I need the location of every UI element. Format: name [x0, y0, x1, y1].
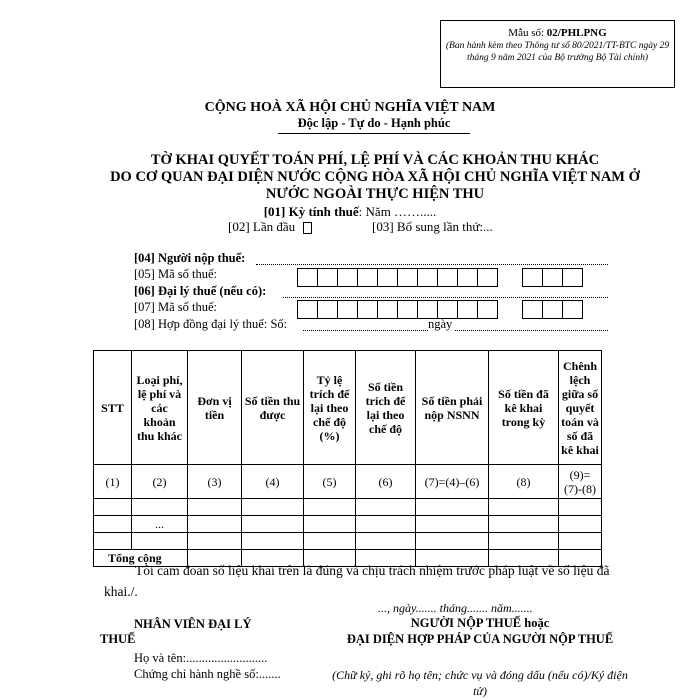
table-cell[interactable]: [188, 533, 242, 550]
col-number: (8): [489, 465, 559, 499]
col-number: (2): [132, 465, 188, 499]
tax-period-label: [01] Kỳ tính thuế: [263, 204, 359, 219]
table-cell[interactable]: [559, 533, 602, 550]
agent-tax-code-label: [07] Mã số thuế:: [134, 300, 217, 314]
nation-title: CỘNG HOÀ XÃ HỘI CHỦ NGHĨA VIỆT NAM: [204, 100, 496, 115]
first-time-checkbox[interactable]: [303, 222, 312, 234]
table-cell[interactable]: [242, 533, 304, 550]
settlement-table: [93, 350, 602, 567]
col-number: (5): [304, 465, 356, 499]
table-cell[interactable]: [188, 499, 242, 516]
agent-label: [06] Đại lý thuế (nếu có):: [134, 284, 267, 298]
agent-title-line-1: NHÂN VIÊN ĐẠI LÝ: [134, 617, 252, 631]
supplement-row: [03] Bổ sung lần thứ:...: [372, 219, 493, 234]
agent-title-line-2: THUẾ: [100, 632, 136, 646]
table-cell[interactable]: [416, 533, 489, 550]
table-cell[interactable]: [242, 499, 304, 516]
first-time-row: [228, 219, 312, 235]
table-cell[interactable]: [356, 499, 416, 516]
table-cell[interactable]: [489, 516, 559, 533]
taxpayer-signature-title: [330, 615, 630, 647]
agent-tax-code-boxes[interactable]: [298, 300, 498, 319]
table-row: [94, 499, 602, 516]
col-header-retained-amount: Số tiền trích để lại theo chế độ: [356, 351, 416, 465]
col-header-collected: Số tiền thu được: [242, 351, 304, 465]
col-header-currency: Đơn vị tiền: [188, 351, 242, 465]
agent-name-field[interactable]: Họ và tên:..........................: [134, 651, 268, 665]
table-cell[interactable]: [356, 516, 416, 533]
taxpayer-dotline[interactable]: [256, 264, 608, 265]
contract-label: [08] Hợp đồng đại lý thuế: Số:: [134, 317, 288, 331]
contract-number-dotline[interactable]: [303, 330, 428, 331]
col-number: (7)=(4)–(6): [416, 465, 489, 499]
commitment-text: Tôi cam đoan số liệu khai trên là đúng và chịu trách nhiệm trước pháp luật về số liệu đã khai./.: [104, 563, 610, 599]
signature-note: (Chữ ký, ghi rõ họ tên; chức vụ và đóng dấu (nếu có)/Ký điện tử): [332, 668, 628, 698]
title-line-3: NƯỚC NGOÀI THỰC HIỆN THU: [265, 186, 485, 202]
table-row: [94, 533, 602, 550]
table-cell[interactable]: [188, 516, 242, 533]
table-number-row: [94, 465, 602, 499]
table-cell[interactable]: [416, 499, 489, 516]
ellipsis-cell: ...: [132, 516, 188, 533]
tax-period-value: : Năm …….....: [358, 204, 437, 219]
form-issued-note: (Ban hành kèm theo Thông tư số 80/2021/TT-BTC ngày 29 tháng 9 năm 2021 của Bộ trưởng Bộ Tài chính): [445, 41, 670, 63]
form-code-box: [440, 20, 675, 88]
col-number: (1): [94, 465, 132, 499]
tax-code-branch-boxes[interactable]: [523, 268, 583, 287]
col-header-payable: Số tiền phải nộp NSNN: [416, 351, 489, 465]
agent-dotline[interactable]: [283, 297, 608, 298]
title-line-2: DO CƠ QUAN ĐẠI DIỆN NƯỚC CỘNG HÒA XÃ HỘI CHỦ NGHĨA VIỆT NAM Ở: [110, 169, 640, 185]
taxpayer-title-line-2: ĐẠI DIỆN HỢP PHÁP CỦA NGƯỜI NỘP THUẾ: [346, 632, 614, 646]
table-cell[interactable]: [559, 499, 602, 516]
title-line-1: TỜ KHAI QUYẾT TOÁN PHÍ, LỆ PHÍ VÀ CÁC KHOẢN THU KHÁC: [150, 152, 600, 168]
table-cell[interactable]: [489, 499, 559, 516]
agent-tax-code-branch-boxes[interactable]: [523, 300, 583, 319]
table-cell[interactable]: [416, 516, 489, 533]
agent-certificate-field[interactable]: Chứng chỉ hành nghề số:.......: [134, 667, 281, 681]
agent-signature-title: [100, 617, 290, 647]
col-header-retention-rate: Tỷ lệ trích để lại theo chế độ (%): [304, 351, 356, 465]
col-header-fee-type: Loại phí, lệ phí và các khoản thu khác: [132, 351, 188, 465]
table-cell[interactable]: [489, 533, 559, 550]
table-cell[interactable]: [304, 533, 356, 550]
document-title: [60, 152, 690, 203]
contract-date-label: ngày: [428, 317, 453, 331]
contract-date-dotline[interactable]: [455, 330, 608, 331]
form-code-label: Mẫu số:: [508, 27, 547, 39]
tax-period: [0, 204, 700, 220]
col-header-declared: Số tiền đã kê khai trong kỳ: [489, 351, 559, 465]
table-cell[interactable]: [94, 533, 132, 550]
tax-code-boxes[interactable]: [298, 268, 498, 287]
first-time-label: [02] Lần đầu: [228, 219, 296, 234]
table-header-row: [94, 351, 602, 465]
sign-date: ..., ngày....... tháng....... năm.......: [378, 601, 533, 615]
table-cell[interactable]: [242, 516, 304, 533]
col-header-difference: Chênh lệch giữa số quyết toán và số đã kê khai: [559, 351, 602, 465]
table-cell[interactable]: [304, 499, 356, 516]
table-cell[interactable]: [132, 533, 188, 550]
form-code: 02/PHLPNG: [546, 27, 607, 39]
taxpayer-label: [04] Người nộp thuế:: [134, 251, 246, 265]
motto: Độc lập - Tự do - Hạnh phúc: [278, 116, 470, 134]
col-number: (6): [356, 465, 416, 499]
table-cell[interactable]: [94, 516, 132, 533]
table-cell[interactable]: [356, 533, 416, 550]
table-cell[interactable]: [94, 499, 132, 516]
tax-code-label: [05] Mã số thuế:: [134, 267, 217, 281]
total-label: Tổng cộng: [94, 550, 188, 567]
taxpayer-title-line-1: NGƯỜI NỘP THUẾ hoặc: [410, 616, 550, 630]
table-cell[interactable]: [304, 516, 356, 533]
col-number: (9)=(7)-(8): [559, 465, 602, 499]
col-number: (4): [242, 465, 304, 499]
col-number: (3): [188, 465, 242, 499]
table-row: [94, 516, 602, 533]
table-cell[interactable]: [559, 516, 602, 533]
table-cell[interactable]: [132, 499, 188, 516]
col-header-stt: STT: [94, 351, 132, 465]
